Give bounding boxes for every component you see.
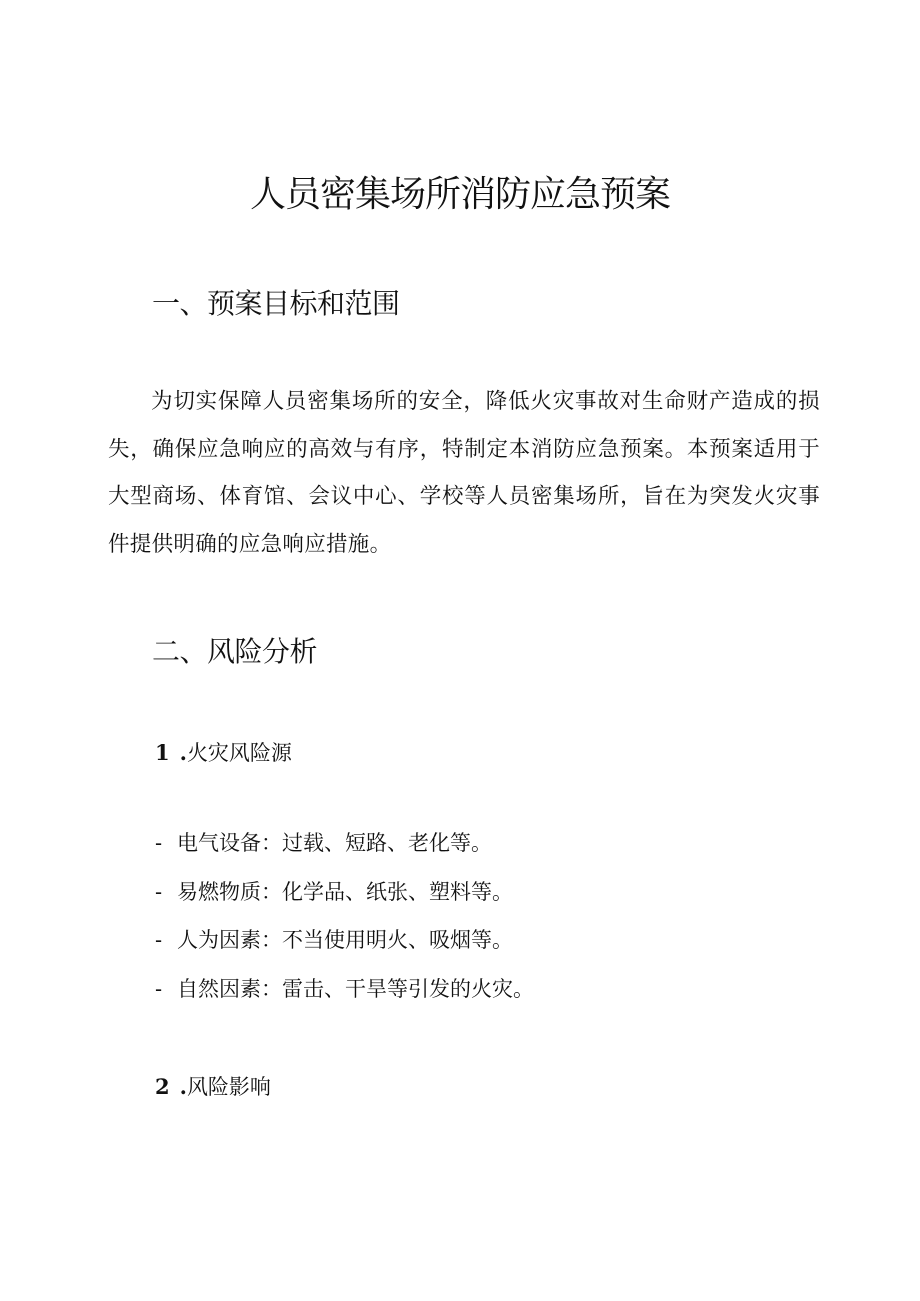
list-item-text: 人为因素：不当使用明火、吸烟等。	[177, 928, 513, 952]
list-item-text: 电气设备：过载、短路、老化等。	[177, 831, 492, 855]
list-item	[155, 923, 534, 972]
list-marker: -	[155, 928, 163, 952]
list-item-text: 易燃物质：化学品、纸张、塑料等。	[177, 879, 513, 904]
subsection-number: 1	[155, 740, 170, 765]
subsection-label: 风险影响	[186, 1075, 271, 1099]
section-heading-goals-scope: 一、预案目标和范围	[152, 287, 400, 320]
list-item	[155, 875, 534, 924]
section-heading-risk-analysis: 二、风险分析	[152, 635, 318, 668]
subsection-heading-fire-risk-sources	[155, 737, 292, 769]
list-marker: -	[155, 831, 163, 855]
subsection-number-suffix: .	[179, 1074, 187, 1099]
document-title: 人员密集场所消防应急预案	[249, 174, 670, 215]
list-marker: -	[155, 879, 163, 904]
fire-risk-source-list	[155, 826, 534, 1020]
list-item-text: 自然因素：雷击、干旱等引发的火灾。	[177, 976, 534, 1001]
subsection-number: 2	[155, 1074, 170, 1099]
subsection-label: 火灾风险源	[186, 741, 292, 765]
list-marker: -	[155, 976, 163, 1001]
subsection-heading-risk-impact	[155, 1071, 271, 1103]
list-item	[155, 826, 534, 875]
subsection-number-suffix: .	[179, 740, 187, 765]
list-item	[155, 972, 534, 1021]
section-paragraph-goals-scope: 为切实保障人员密集场所的安全，降低火灾事故对生命财产造成的损失，确保应急响应的高效与有序，特制定本消防应急预案。本预案适用于大型商场、体育馆、会议中心、学校等人员密集场所，旨在为突发火灾事件提供明确的应急响应措施。	[108, 389, 820, 557]
